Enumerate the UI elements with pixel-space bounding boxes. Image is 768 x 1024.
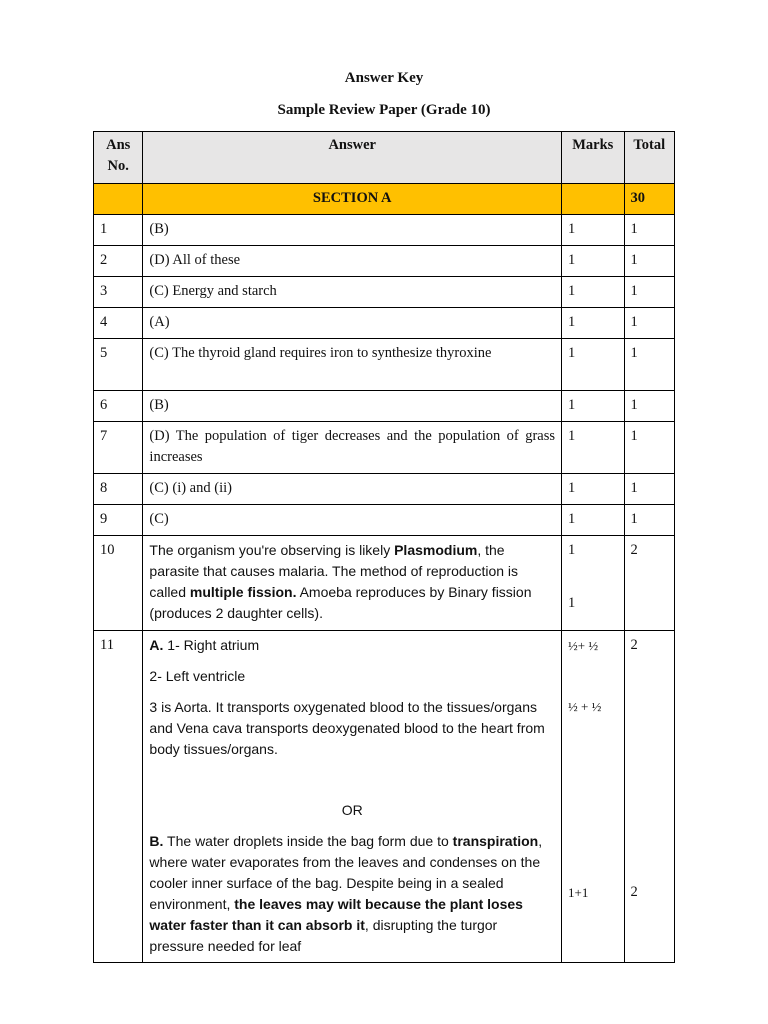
row-no: 11 [94,631,143,963]
q11-total-b: 2 [630,884,638,900]
row-marks: 1 [562,339,625,391]
row-total: 1 [624,474,674,505]
q11-option-b-label: B. [149,833,164,849]
q11-marks-a1: ½+ ½ [568,638,599,653]
row-no: 6 [94,391,143,422]
q10-keyword-multiple-fission: multiple fission. [189,584,297,600]
row-marks: 1 [562,308,625,339]
q10-answer [143,536,562,631]
row-marks: 1 [562,215,625,246]
row-answer: (C) Energy and starch [143,277,562,308]
q10-text-2: , the parasite that causes malaria. The method of reproduction is called [149,542,519,600]
row-no: 9 [94,505,143,536]
table-row-q11 [94,631,675,963]
row-total: 1 [624,505,674,536]
header-answer: Answer [143,132,562,184]
section-a-marks-cell [562,184,625,215]
row-answer: (A) [143,308,562,339]
row-total: 1 [624,391,674,422]
q11-b-text-1: The water droplets inside the bag form due to [163,833,453,849]
page-subtitle: Sample Review Paper (Grade 10) [277,102,491,118]
row-no: 10 [94,536,143,631]
section-a-empty-cell [94,184,143,215]
row-total: 1 [624,277,674,308]
row-total: 1 [624,308,674,339]
row-no: 5 [94,339,143,391]
q11-keyword-transpiration: transpiration [452,833,539,849]
q11-b-text-3: , disrupting the turgor pressure needed for leaf [149,917,498,954]
row-answer: (C) The thyroid gland requires iron to synthesize thyroxine [143,339,562,391]
row-no: 3 [94,277,143,308]
q11-a-item-2: 2- Left ventricle [149,668,246,684]
q11-total [624,631,674,963]
q10-text-3: Amoeba reproduces by Binary fission (produces 2 daughter cells). [149,584,532,621]
q11-marks-b: 1+1 [568,885,589,900]
q10-total: 2 [624,536,674,631]
table-row [94,339,675,391]
row-no: 7 [94,422,143,474]
q11-b-text-2: , where water evaporates from the leaves and condenses on the cooler inner surface of the bag. Despite being in a sealed environment, [149,833,543,912]
q11-or-divider: OR [341,802,363,818]
table-row [94,215,675,246]
q11-option-a-label: A. [149,637,164,653]
q11-a-item-1: 1- Right atrium [163,637,260,653]
row-answer: (D) All of these [143,246,562,277]
table-row [94,246,675,277]
page-title: Answer Key [344,70,424,86]
q11-marks-a2: ½ + ½ [568,699,602,714]
row-marks: 1 [562,246,625,277]
table-header-row [94,132,675,184]
row-no: 8 [94,474,143,505]
q10-marks-1: 1 [568,542,576,558]
table-row [94,474,675,505]
q10-marks [562,536,625,631]
table-row [94,391,675,422]
row-marks: 1 [562,422,625,474]
row-answer: (C) (i) and (ii) [143,474,562,505]
q11-marks [562,631,625,963]
q11-total-a: 2 [630,637,638,653]
row-no: 1 [94,215,143,246]
row-total: 1 [624,215,674,246]
table-row [94,505,675,536]
q10-keyword-plasmodium: Plasmodium [394,542,478,558]
row-no: 4 [94,308,143,339]
row-marks: 1 [562,474,625,505]
section-a-row [94,184,675,215]
header-total: Total [624,132,674,184]
row-answer: (C) [143,505,562,536]
q11-keyword-wilt: the leaves may wilt because the plant loses water faster than it can absorb it [149,896,523,933]
row-marks: 1 [562,391,625,422]
answer-key-table [93,131,675,963]
q11-answer [143,631,562,963]
header-marks: Marks [562,132,625,184]
row-total: 1 [624,422,674,474]
row-answer: (D) The population of tiger decreases and the population of grass increases [143,422,562,474]
q10-text-1: The organism you're observing is likely [149,542,395,558]
row-answer: (B) [143,391,562,422]
table-row [94,422,675,474]
q10-marks-2: 1 [568,595,576,611]
table-row-q10 [94,536,675,631]
row-no: 2 [94,246,143,277]
row-marks: 1 [562,505,625,536]
header-ans-no: Ans No. [94,132,143,184]
row-total: 1 [624,246,674,277]
table-row [94,277,675,308]
row-answer: (B) [143,215,562,246]
section-a-label: SECTION A [143,184,562,215]
row-marks: 1 [562,277,625,308]
row-total: 1 [624,339,674,391]
table-row [94,308,675,339]
section-a-total: 30 [624,184,674,215]
q11-a-item-3: 3 is Aorta. It transports oxygenated blood to the tissues/organs and Vena cava transports deoxygenated blood to the heart from body tissues/organs. [149,699,545,757]
